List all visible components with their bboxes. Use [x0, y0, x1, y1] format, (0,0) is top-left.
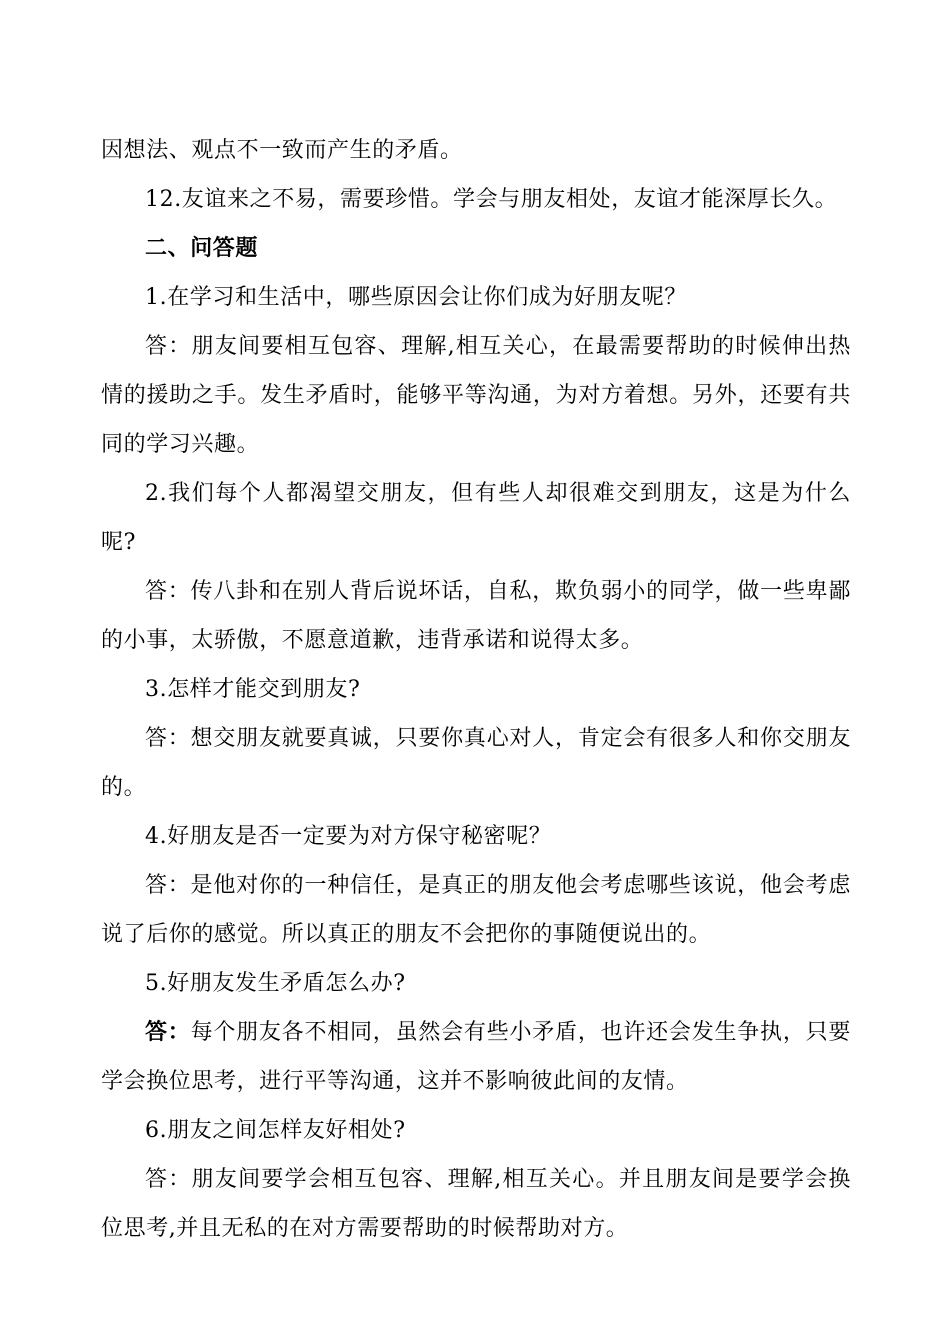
answer-4: 答：是他对你的一种信任，是真正的朋友他会考虑哪些该说，他会考虑说了后你的感觉。所以真正的朋友不会把你的事随便说出的。 [101, 873, 851, 947]
answer-5-text: 每个朋友各不相同，虽然会有些小矛盾，也许还会发生争执，只要学会换位思考，进行平等沟通，这并不影响彼此间的友情。 [101, 1020, 851, 1094]
answer-5 [101, 1008, 851, 1106]
question-5: 5.好朋友发生矛盾怎么办? [145, 971, 406, 996]
answer-6: 答：朋友间要学会相互包容、理解,相互关心。并且朋友间是要学会换位思考,并且无私的在对方需要帮助的时候帮助对方。 [101, 1167, 851, 1241]
answer-3: 答：想交朋友就要真诚，只要你真心对人，肯定会有很多人和你交朋友的。 [101, 726, 851, 800]
section-heading: 二、问答题 [145, 236, 259, 261]
document-body [101, 126, 851, 1253]
answer-2: 答：传八卦和在别人背后说坏话，自私，欺负弱小的同学，做一些卑鄙的小事，太骄傲，不愿意道歉，违背承诺和说得太多。 [101, 579, 851, 653]
continuation-line: 因想法、观点不一致而产生的矛盾。 [101, 138, 463, 163]
answer-label: 答： [145, 1020, 191, 1045]
answer-1: 答：朋友间要相互包容、理解,相互关心，在最需要帮助的时候伸出热情的援助之手。发生矛盾时，能够平等沟通，为对方着想。另外，还要有共同的学习兴趣。 [101, 334, 851, 457]
question-1: 1.在学习和生活中，哪些原因会让你们成为好朋友呢？ [145, 285, 687, 310]
item-12: 12.友谊来之不易，需要珍惜。学会与朋友相处，友谊才能深厚长久。 [145, 187, 838, 212]
question-2: 2.我们每个人都渴望交朋友，但有些人却很难交到朋友，这是为什么呢? [101, 481, 851, 555]
question-4: 4.好朋友是否一定要为对方保守秘密呢？ [145, 824, 552, 849]
question-6: 6.朋友之间怎样友好相处? [145, 1118, 406, 1143]
question-3: 3.怎样才能交到朋友? [145, 677, 361, 702]
